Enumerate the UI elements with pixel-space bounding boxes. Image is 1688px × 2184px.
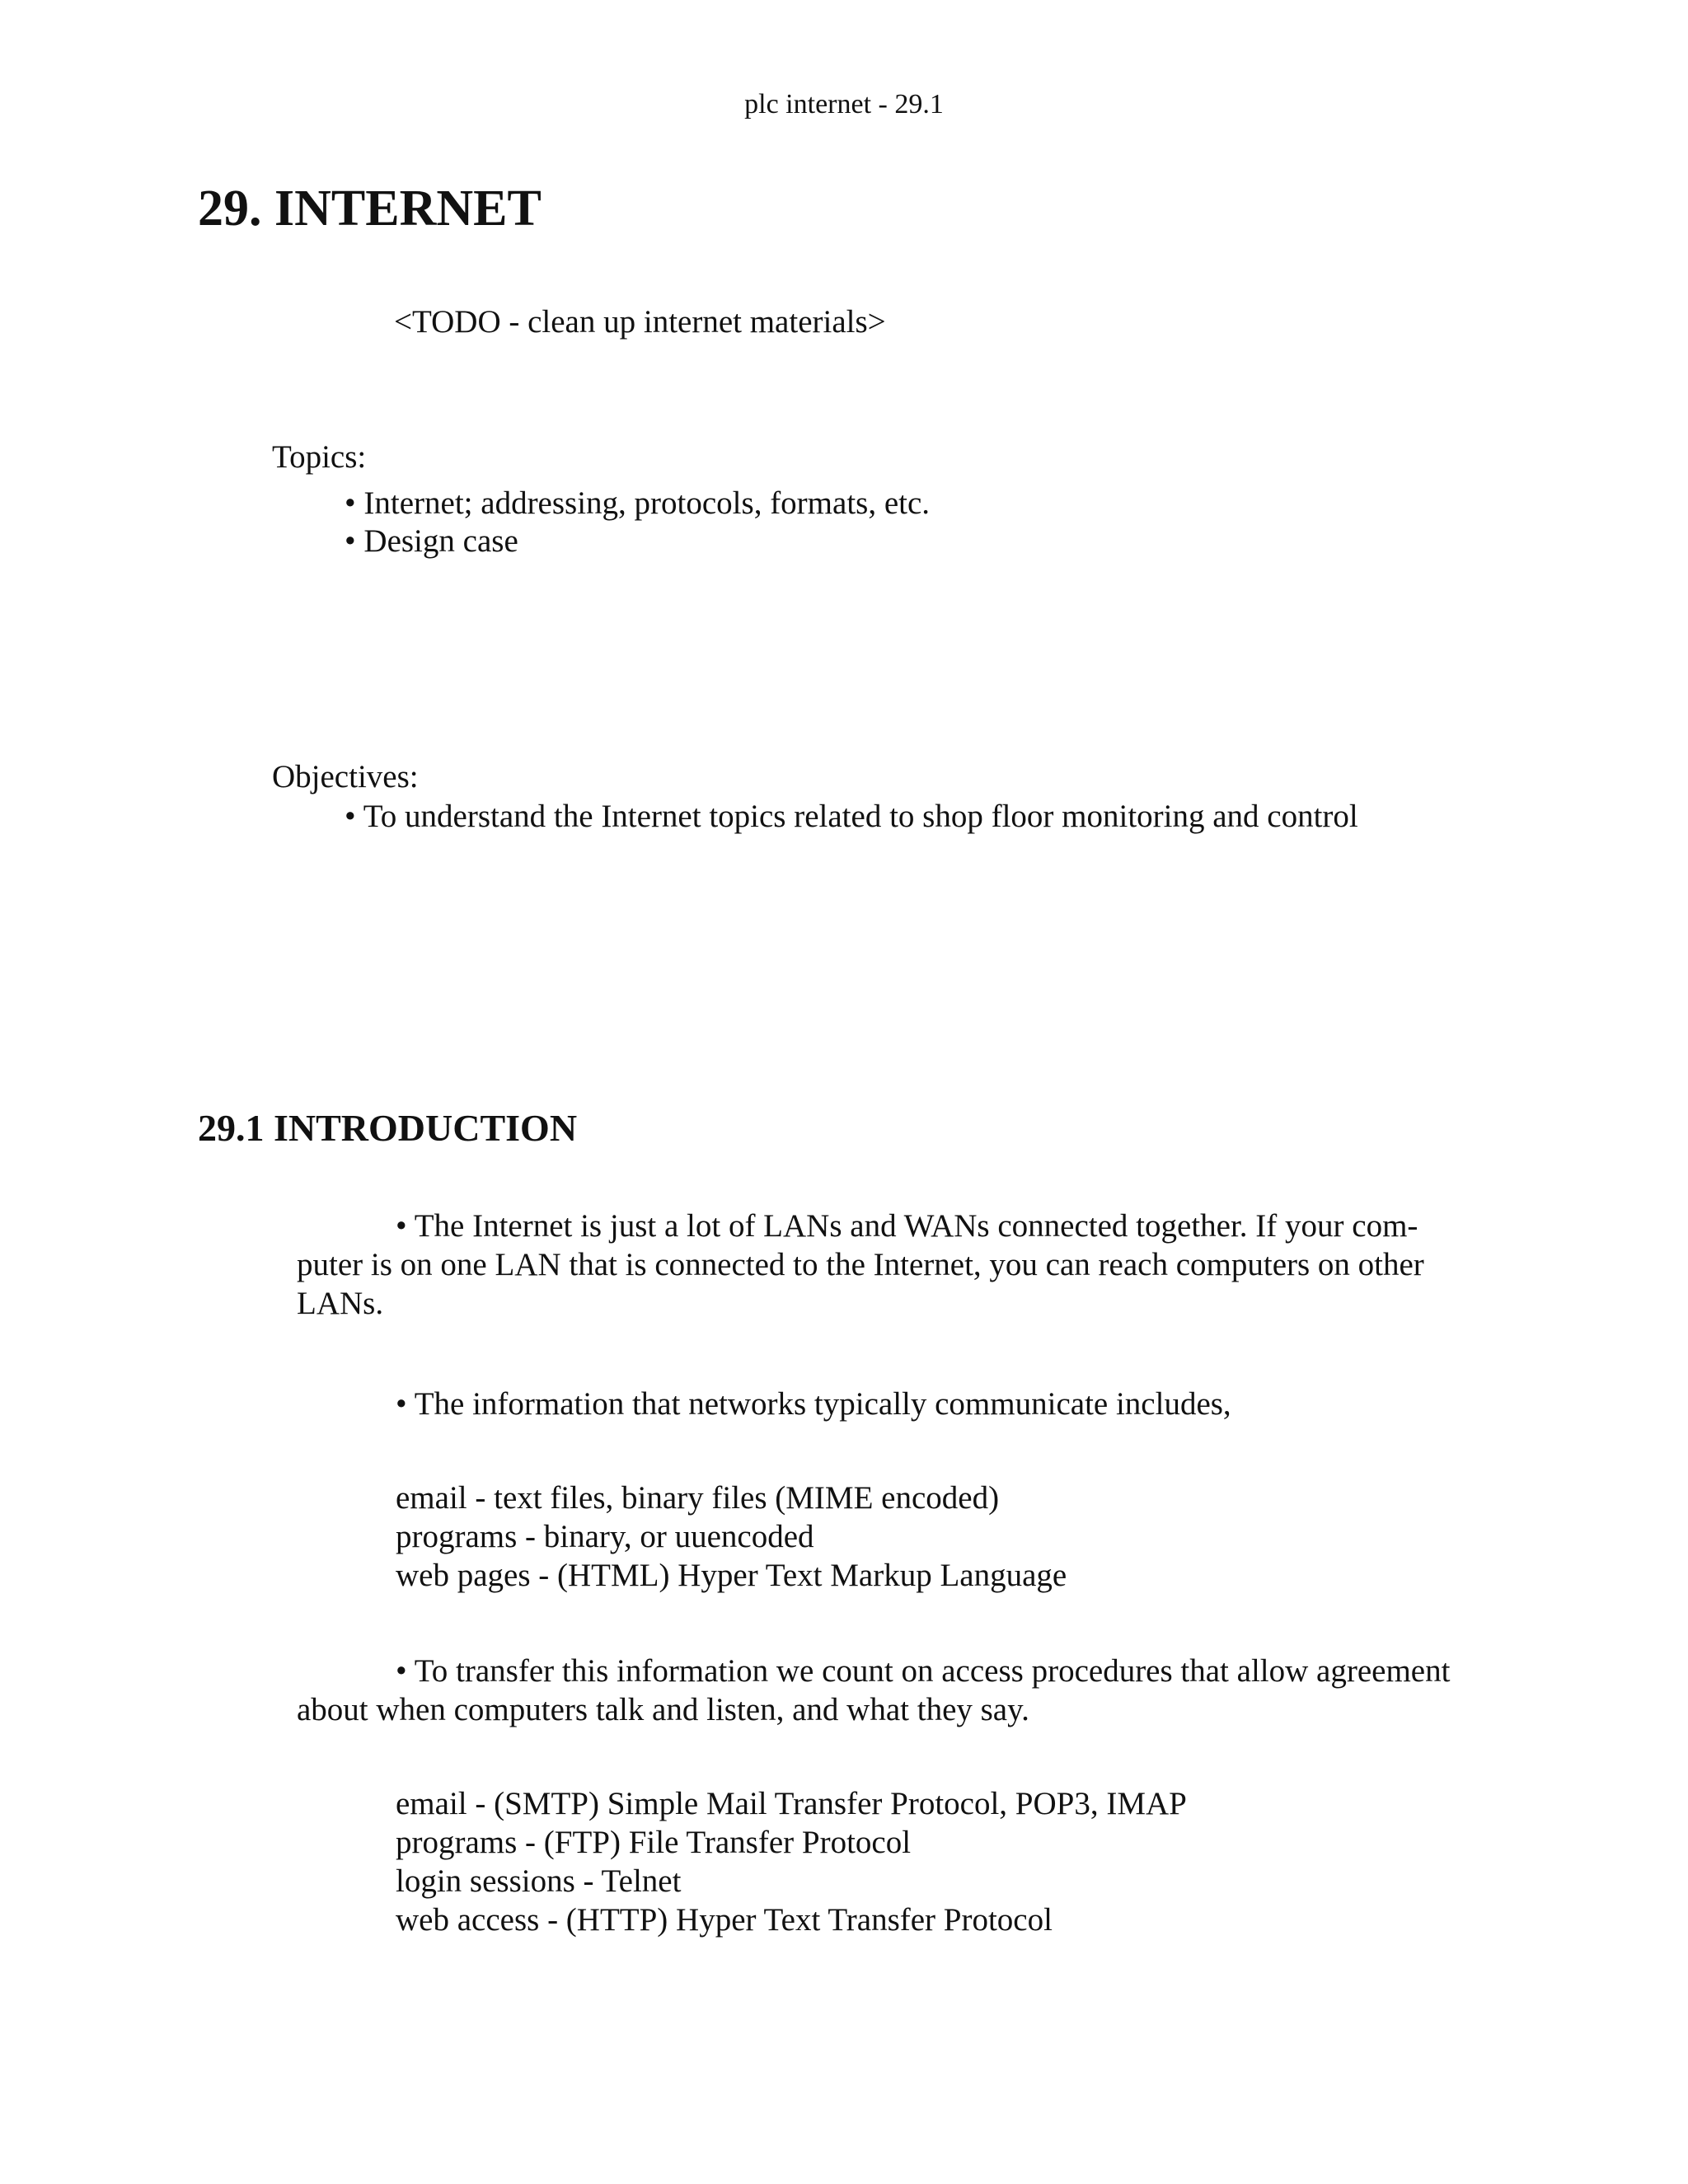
running-header: plc internet - 29.1 bbox=[744, 89, 944, 120]
info-list-item: programs - binary, or uuencoded bbox=[396, 1519, 814, 1554]
protocol-list-item: programs - (FTP) File Transfer Protocol bbox=[396, 1825, 912, 1860]
section-title: 29.1 INTRODUCTION bbox=[198, 1107, 578, 1149]
transfer-paragraph: • To transfer this information we count on access procedures that allow agreement about when computers talk and listen, and what they say. bbox=[297, 1653, 1451, 1727]
objectives-label: Objectives: bbox=[272, 759, 419, 794]
info-paragraph: • The information that networks typically communicate includes, bbox=[396, 1386, 1231, 1422]
protocol-list-item: email - (SMTP) Simple Mail Transfer Protocol, POP3, IMAP bbox=[396, 1786, 1187, 1821]
objectives-item: • To understand the Internet topics related to shop floor monitoring and control bbox=[345, 799, 1358, 834]
protocol-list-item: login sessions - Telnet bbox=[396, 1863, 682, 1899]
intro-paragraph: • The Internet is just a lot of LANs and WANs connected together. If your com-puter is on one LAN that is connected to the Internet, you can reach computers on other LANs. bbox=[297, 1208, 1424, 1321]
topics-item: • Internet; addressing, protocols, formats, etc. bbox=[345, 485, 931, 521]
chapter-title: 29. INTERNET bbox=[198, 180, 542, 237]
topics-label: Topics: bbox=[272, 439, 367, 475]
topics-item: • Design case bbox=[345, 523, 518, 559]
protocol-list-item: web access - (HTTP) Hyper Text Transfer Protocol bbox=[396, 1902, 1053, 1938]
info-list-item: web pages - (HTML) Hyper Text Markup Language bbox=[396, 1558, 1067, 1593]
todo-note: <TODO - clean up internet materials> bbox=[394, 304, 886, 340]
info-list-item: email - text files, binary files (MIME encoded) bbox=[396, 1480, 1000, 1516]
